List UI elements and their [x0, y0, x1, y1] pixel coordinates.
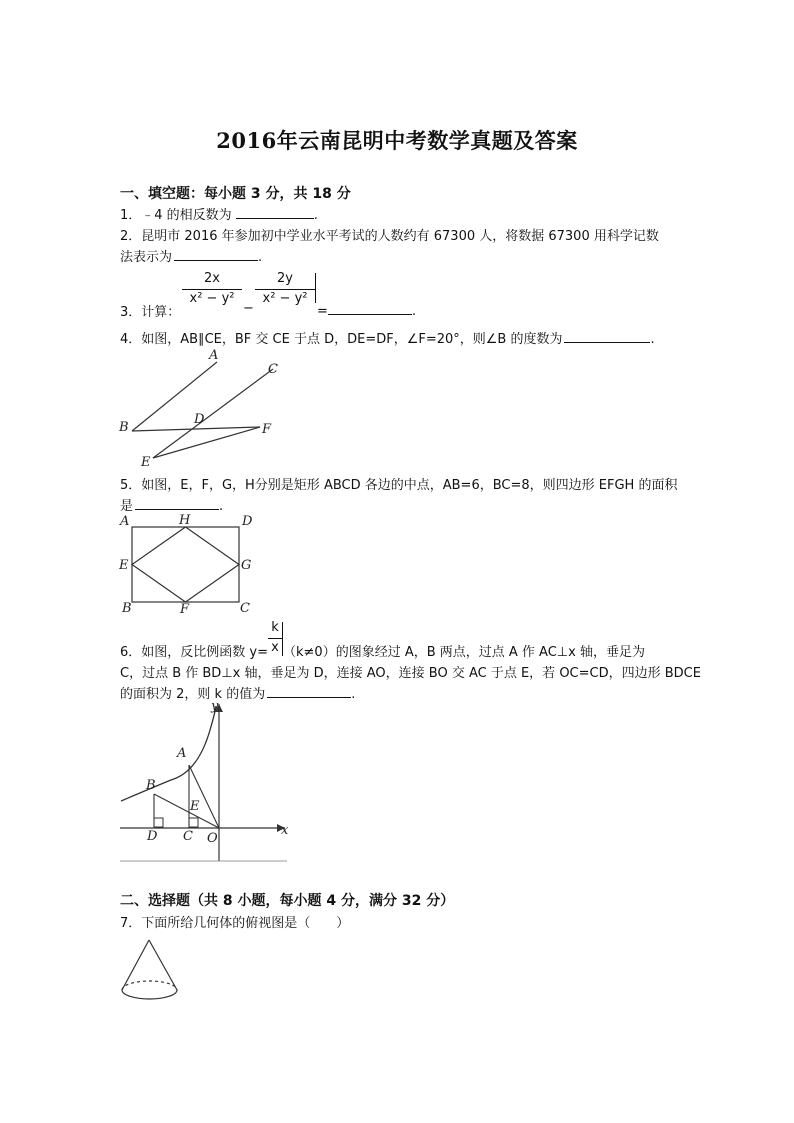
question-2-line-2-text: 法表示为: [120, 250, 173, 265]
question-5-line-2-text: 是: [120, 499, 134, 514]
fraction-k-over-x: [268, 620, 282, 655]
question-3-tail: [317, 301, 416, 319]
question-2-end: .: [258, 250, 263, 265]
question-4-end: .: [650, 332, 655, 347]
axis-label-y: y: [211, 699, 219, 714]
fraction-denominator: x: [268, 638, 282, 655]
fraction-denominator: x² − y²: [255, 289, 315, 306]
question-1-text: 1．﹣4 的相反数为: [120, 208, 232, 223]
point-label-c: C: [240, 601, 250, 615]
cone-figure: [115, 935, 185, 1005]
question-6-line-1: [120, 641, 645, 660]
section-1-heading: 一、填空题：每小题 3 分，共 18 分: [120, 186, 351, 202]
question-6-prefix: 6．如图，反比例函数 y=: [120, 645, 268, 660]
question-2-line-1: 2．昆明市 2016 年参加初中学业水平考试的人数约有 67300 人，将数据 67300 用科学记数: [120, 229, 659, 244]
answer-blank: [236, 205, 314, 219]
axis-label-x: x: [281, 823, 289, 838]
point-label-b: B: [122, 601, 132, 615]
question-6-rest: （k≠0）的图象经过 A，B 两点，过点 A 作 AC⊥x 轴，垂足为: [283, 645, 645, 660]
point-label-h: H: [179, 513, 191, 528]
point-label-a: A: [209, 348, 219, 363]
answer-blank: [267, 684, 351, 698]
answer-blank: [174, 247, 258, 261]
question-6-end: .: [351, 687, 356, 702]
point-label-c: C: [183, 829, 193, 844]
point-label-g: G: [241, 558, 252, 573]
point-label-f: F: [262, 422, 272, 437]
fraction-numerator: k: [271, 620, 279, 635]
question-1: [120, 204, 318, 223]
point-label-a: A: [177, 746, 187, 761]
point-label-o: O: [207, 831, 218, 846]
equals-sign: =: [317, 304, 328, 319]
fraction-2x: [182, 271, 242, 306]
figure-q6-graph: [115, 698, 295, 866]
fraction-numerator: 2y: [277, 271, 293, 286]
question-5-line-1: 5．如图，E，F，G，H分别是矩形 ABCD 各边的中点，AB=6，BC=8，则四边形 EFGH 的面积: [120, 478, 678, 493]
point-label-d: D: [147, 829, 158, 844]
question-3-prefix: 3．计算：: [120, 305, 181, 320]
point-label-c: C: [268, 362, 278, 377]
point-label-a: A: [120, 514, 130, 529]
question-4-text: 4．如图，AB∥CE，BF 交 CE 于点 D，DE=DF，∠F=20°，则∠B 的度数为: [120, 332, 563, 347]
answer-blank: [328, 301, 412, 315]
answer-blank: [135, 496, 219, 510]
page-title: 2016年云南昆明中考数学真题及答案: [216, 128, 578, 153]
point-label-d: D: [242, 514, 253, 529]
answer-blank: [564, 329, 650, 343]
section-2-heading: 二、选择题（共 8 小题，每小题 4 分，满分 32 分）: [120, 893, 455, 909]
point-label-b: B: [119, 420, 129, 435]
point-label-d: D: [194, 412, 205, 427]
figure-q5-rectangle: [110, 510, 260, 615]
question-1-end: .: [313, 208, 318, 223]
point-label-e: E: [190, 799, 200, 814]
question-6-line-2: C，过点 B 作 BD⊥x 轴，垂足为 D，连接 AO，连接 BO 交 AC 于点 E，若 OC=CD，四边形 BDCE: [120, 666, 701, 681]
point-label-b: B: [146, 778, 156, 793]
fraction-2y: [255, 271, 315, 306]
question-2-line-2: [120, 246, 262, 265]
divider-line: [315, 273, 316, 303]
point-label-f: F: [180, 602, 190, 615]
question-3-end: .: [411, 304, 417, 319]
point-label-e: E: [119, 558, 129, 573]
question-5-end: .: [219, 499, 224, 514]
question-6-line-3-text: 的面积为 2，则 k 的值为: [120, 687, 266, 702]
question-7: 7．下面所给几何体的俯视图是（ ）: [120, 916, 350, 931]
minus-sign: −: [243, 301, 254, 316]
fraction-denominator: x² − y²: [182, 289, 242, 306]
fraction-numerator: 2x: [204, 271, 220, 286]
point-label-e: E: [141, 455, 151, 470]
figure-q4-parallel-lines: [110, 345, 290, 470]
divider-line: [282, 622, 283, 656]
